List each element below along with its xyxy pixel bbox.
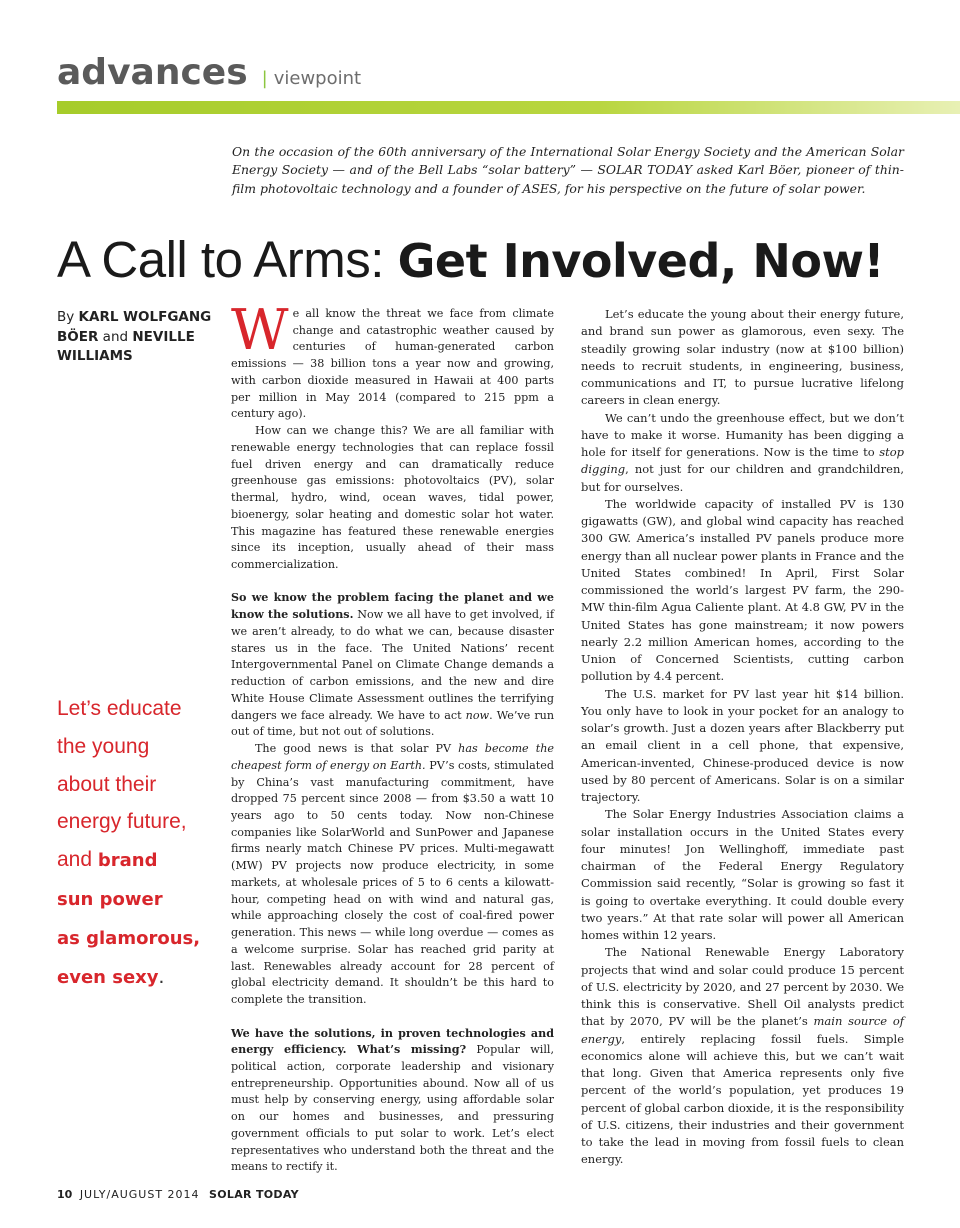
headline-light: A Call to Arms: xyxy=(57,231,398,288)
pullquote-line xyxy=(57,880,217,919)
paragraph-emphasis: stop digging xyxy=(581,445,904,477)
pullquote-bold: sun power xyxy=(57,888,163,910)
pullquote-line xyxy=(57,841,217,880)
pullquote-line xyxy=(57,958,217,997)
author-1: KARL WOLFGANG BÖER xyxy=(57,309,212,345)
article-paragraph xyxy=(231,1026,554,1177)
paragraph-text: We can’t undo the greenhouse effect, but we don’t have to make it worse. Humanity has been digging a hole for itself for generations. Now is the time to xyxy=(581,410,904,459)
paragraph-text: , not just for our children and grandchildren, but for ourselves. xyxy=(581,462,904,494)
pullquote-line: the young xyxy=(57,734,150,758)
headline-bold: Get Involved, Now! xyxy=(397,234,884,288)
article-paragraph: The U.S. market for PV last year hit $14 billion. You only have to look in your pocket for an analogy to solar’s growth. Just a dozen years after Blackberry put an email client in a cell phone, that expensive, American-invented, Chinese-produced device is now used by 80 percent of Americans. Solar is on a similar trajectory. xyxy=(581,686,904,804)
accent-rule xyxy=(57,101,960,114)
paragraph-text: Now we all have to get involved, if we aren’t already, to do what we can, because disaster stares us in the face. The United Nations’ recent Intergovernmental Panel on Climate Change demands a reduction of carbon emissions, and the new and dire White House Climate Assessment outlines the terrifying dangers we face already. We have to act xyxy=(231,608,554,722)
byline-prefix: By xyxy=(57,309,79,325)
paragraph-lead: So we know the problem facing the planet and we know the solutions. xyxy=(231,591,554,622)
paragraph-text: The good news is that solar PV xyxy=(255,742,459,756)
article-column-2 xyxy=(581,306,904,1169)
paragraph-emphasis: has become the cheapest form of energy on Earth. xyxy=(231,742,554,772)
pullquote-line: Let’s educate xyxy=(57,697,182,720)
article-column-1 xyxy=(231,298,554,1176)
pullquote-bold: as glamorous, xyxy=(57,927,201,949)
issue-date: JULY/AUGUST 2014 xyxy=(79,1188,200,1201)
article-paragraph xyxy=(231,298,554,423)
pullquote-end: . xyxy=(158,964,165,988)
page-number: 10 xyxy=(57,1188,73,1201)
paragraph-text: Popular will, political action, corporate leadership and visionary entrepreneurship. Opportunities abound. Now all of us must help by conserving energy, using affordable solar on our homes and businesses, and pressuring government officials to put solar to work. Let’s elect representatives who understand both the threat and the means to rectify it. xyxy=(231,1043,554,1174)
drop-cap: W xyxy=(231,298,289,363)
paragraph-emphasis: main source of energy xyxy=(581,1014,904,1046)
pullquote-line xyxy=(57,919,217,958)
section-label xyxy=(57,52,361,102)
pullquote-line: about their xyxy=(57,772,157,796)
paragraph-text: The National Renewable Energy Laboratory projects that wind and solar could produce 15 percent of U.S. electricity by 2020, and 27 percent by 2030. We think this is conservative. Shell Oil analysts predict that by 2070, PV will be the planet’s xyxy=(581,945,904,1029)
article-paragraph xyxy=(231,590,554,741)
intro-deck: On the occasion of the 60th anniversary of the International Solar Energy Society and the American Solar Energy Society — and of the Bell Labs “solar battery” — SOLAR TODAY asked Karl Böer, pioneer of thin-film photovoltaic technology and a founder of ASES, for his perspective on the future of solar power. xyxy=(232,144,904,196)
author-2: NEVILLE WILLIAMS xyxy=(57,328,195,364)
paragraph-emphasis: now xyxy=(465,708,490,722)
paragraph-text: . We’ve run out of time, but not out of solutions. xyxy=(231,708,554,739)
paragraph-text: PV’s costs, stimulated by China’s vast manufacturing commitment, have dropped 75 percent since 2008 — from $3.50 a watt 10 years ago to 50 cents today. Now non-Chinese companies like SolarWorld and SunPower and Japanese firms nearly match Chinese PV prices. Multi-megawatt (MW) PV projects now produce electricity, in some markets, at wholesale prices of 5 to 6 cents a kilowatt-hour, competing head on with wind and natural gas, while approaching closely the cost of coal-fired power generation. This news — while long overdue — comes as a welcome surprise. Solar has reached grid parity at last. Renewables already account for 28 percent of global electricity demand. It shouldn’t be this hard to complete the transition. xyxy=(231,758,554,1007)
article-paragraph xyxy=(581,944,904,1168)
article-paragraph: The worldwide capacity of installed PV is 130 gigawatts (GW), and global wind capacity has reached 300 GW. America’s installed PV panels produce more energy than all nuclear power plants in France and the United States combined! In April, First Solar commissioned the world’s largest PV farm, the 290-MW thin-film Agua Caliente plant. At 4.8 GW, PV in the United States has gone mainstream; it now powers nearly 2.2 million American homes, according to the Union of Concerned Scientists, cutting carbon pollution by 4.4 percent. xyxy=(581,496,904,684)
section-subtitle: viewpoint xyxy=(273,68,362,89)
pullquote-prefix: and xyxy=(57,848,98,872)
publication-name: SOLAR TODAY xyxy=(209,1188,299,1201)
paragraph-text: e all know the threat we face from climate change and catastrophic weather caused by centuries of human-generated carbon emissions — 38 billion tons a year now and growing, with carbon dioxide measured in Hawaii at 400 parts per million in May 2014 (compared to 215 ppm a century ago). xyxy=(231,307,554,421)
page-footer xyxy=(57,1188,299,1201)
article-paragraph xyxy=(231,741,554,1009)
section-divider: | xyxy=(261,68,268,89)
paragraph-text: , entirely replacing fossil fuels. Simple economics alone will achieve this, but we can’t wait that long. Given that America represents only five percent of the world’s population, yet produces 19 percent of global carbon dioxide, it is the responsibility of U.S. citizens, their industries and their government to take the lead in moving from fossil fuels to clean energy. xyxy=(581,1031,904,1167)
pullquote-bold: even sexy xyxy=(57,966,159,988)
paragraph-lead: We have the solutions, in proven technologies and energy efficiency. What’s missing? xyxy=(231,1026,554,1057)
article-paragraph: Let’s educate the young about their energy future, and brand sun power as glamorous, even sexy. The steadily growing solar industry (now at $100 billion) needs to recruit students, in engineering, business, communications and IT, to pursue lucrative lifelong careers in clean energy. xyxy=(581,307,904,408)
section-title: advances xyxy=(57,52,248,93)
article-paragraph: The Solar Energy Industries Association claims a solar installation occurs in the United States every four minutes! Jon Wellinghoff, immediate past chairman of the Federal Energy Regulatory Commission said recently, “Solar is growing so fast it is going to overtake everything. It could double every two years.” At that rate solar will power all American homes within 12 years. xyxy=(581,807,904,942)
article-paragraph: How can we change this? We are all familiar with renewable energy technologies that can replace fossil fuel driven energy and can dramatically reduce greenhouse gas emissions: photovoltaics (PV), solar thermal, hydro, wind, ocean waves, tidal power, bioenergy, solar heating and domestic solar hot water. This magazine has featured these renewable energies since its inception, usually ahead of their mass commercialization. xyxy=(231,424,554,572)
article-paragraph xyxy=(581,410,904,496)
byline xyxy=(57,308,217,367)
pullquote-line: energy future, xyxy=(57,810,187,834)
page-title xyxy=(57,228,937,293)
byline-conj: and xyxy=(98,328,133,345)
pull-quote xyxy=(57,690,217,996)
pullquote-bold: brand xyxy=(97,850,158,872)
